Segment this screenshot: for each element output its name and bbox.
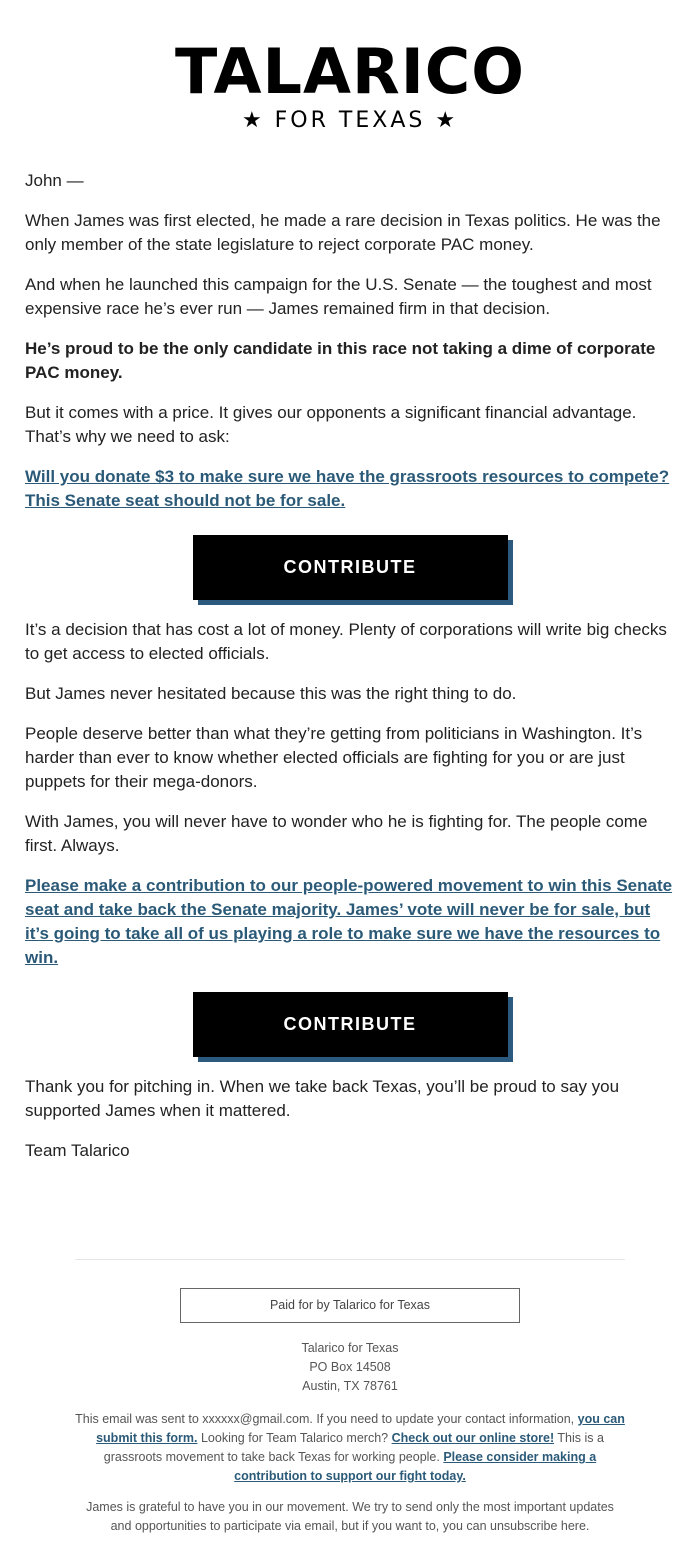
paragraph: With James, you will never have to wonder who he is fighting for. The people come first. Always. xyxy=(25,812,648,855)
address-line: Talarico for Texas xyxy=(301,1341,399,1355)
paragraph: When James was first elected, he made a rare decision in Texas politics. He was the only member of the state legislature to reject corporate PAC money. xyxy=(25,211,661,254)
logo-subtitle: ★ FOR TEXAS ★ xyxy=(241,108,459,133)
footer-text: This is a grassroots movement to take back Texas for working people. xyxy=(103,1431,604,1464)
email-body xyxy=(0,133,700,1163)
paragraph: It’s a decision that has cost a lot of money. Plenty of corporations will write big checks to get access to elected officials. xyxy=(25,620,667,663)
update-contact-link[interactable]: you can submit this form. xyxy=(96,1412,625,1445)
contribution-link[interactable]: Please make a contribution to our people-powered movement to win this Senate seat and take back the Senate majority. James’ vote will never be for sale, but it’s going to take all of us playing a role to make sure we have the resources to win. xyxy=(25,876,673,967)
signoff: Team Talarico xyxy=(25,1141,130,1160)
unsubscribe-text: James is grateful to have you in our movement. We try to send only the most important updates and opportunities to participate via email, but if you want to, you can unsubscribe here. xyxy=(86,1500,614,1533)
footer-text: This email was sent to xxxxxx@gmail.com. If you need to update your contact information, xyxy=(75,1412,578,1426)
contribute-button[interactable]: CONTRIBUTE xyxy=(193,535,508,600)
address xyxy=(75,1339,625,1396)
paid-for-box: Paid for by Talarico for Texas xyxy=(180,1288,520,1323)
footer-contribute-link[interactable]: Please consider making a contribution to support our fight today. xyxy=(234,1450,597,1483)
address-line: PO Box 14508 xyxy=(309,1360,391,1374)
address-line: Austin, TX 78761 xyxy=(302,1379,398,1393)
paragraph: People deserve better than what they’re getting from politicians in Washington. It’s harder than ever to know whether elected officials are fighting for you or are just puppets for their mega-donors. xyxy=(25,724,643,791)
store-link[interactable]: Check out our online store! xyxy=(391,1431,555,1445)
greeting: John — xyxy=(25,171,84,190)
footer-info xyxy=(75,1410,625,1486)
paragraph: But it comes with a price. It gives our opponents a significant financial advantage. That’s why we need to ask: xyxy=(25,403,637,446)
footer-text: Looking for Team Talarico merch? xyxy=(197,1431,392,1445)
paragraph: But James never hesitated because this was the right thing to do. xyxy=(25,684,517,703)
paragraph: And when he launched this campaign for the U.S. Senate — the toughest and most expensive race he’s ever run — James remained firm in that decision. xyxy=(25,275,652,318)
logo xyxy=(0,0,700,133)
footer xyxy=(75,1259,625,1568)
bold-paragraph: He’s proud to be the only candidate in this race not taking a dime of corporate PAC money. xyxy=(25,339,656,382)
donate-link[interactable]: Will you donate $3 to make sure we have the grassroots resources to compete? This Senate seat should not be for sale. xyxy=(25,467,670,510)
contribute-button[interactable]: CONTRIBUTE xyxy=(193,992,508,1057)
paragraph: Thank you for pitching in. When we take back Texas, you’ll be proud to say you supported James when it mattered. xyxy=(25,1077,620,1120)
logo-title: TALARICO xyxy=(175,35,525,108)
